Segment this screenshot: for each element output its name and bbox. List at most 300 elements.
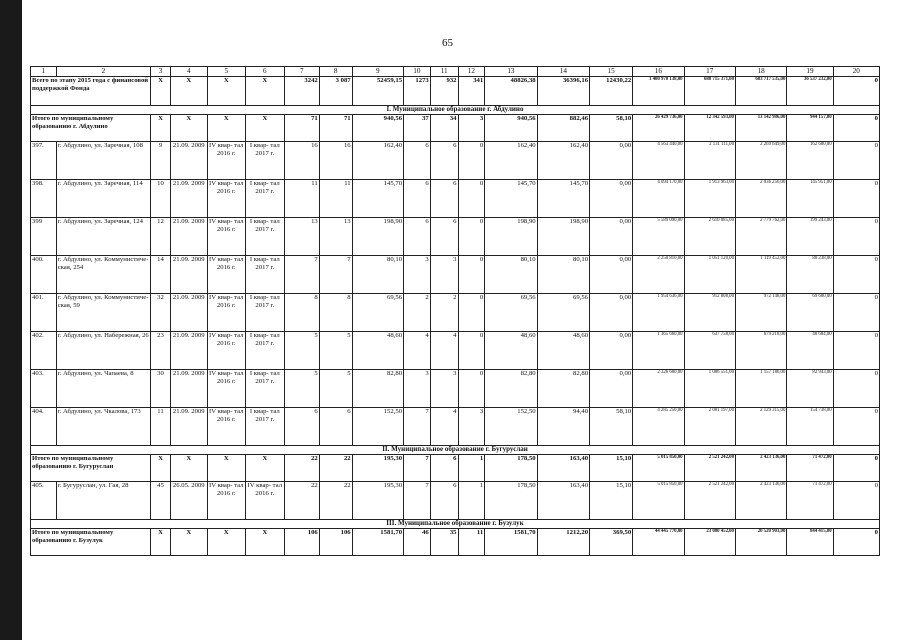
row-number: 403. bbox=[31, 370, 57, 408]
total-cell-c5: X bbox=[207, 529, 245, 556]
column-number: 4 bbox=[170, 67, 207, 77]
house-cell-c8: 8 bbox=[319, 294, 352, 332]
total-cell-c10: 1273 bbox=[404, 77, 431, 106]
house-cell-c13: 82,80 bbox=[485, 370, 537, 408]
house-row bbox=[31, 482, 880, 520]
total-cell-c6: X bbox=[245, 529, 284, 556]
total-cell-c19: 36 537 232,00 bbox=[787, 77, 833, 106]
total-cell-c12: 11 bbox=[458, 529, 485, 556]
total-cell-c4: X bbox=[170, 115, 207, 142]
house-cell-c17: 2 521 242,00 bbox=[684, 482, 735, 520]
total-cell-c3: X bbox=[151, 115, 171, 142]
house-cell-c18: 2 269 649,00 bbox=[735, 142, 786, 180]
house-cell-c17: 637 758,00 bbox=[684, 332, 735, 370]
total-cell-c11: 6 bbox=[430, 455, 458, 482]
house-cell-c20: 0 bbox=[833, 180, 879, 218]
total-cell-c15: 12430,22 bbox=[590, 77, 633, 106]
row-number: 399 bbox=[31, 218, 57, 256]
total-label: Итого по муниципальному образованию г. Абдулино bbox=[31, 115, 151, 142]
house-cell-c16: 1 365 660,00 bbox=[633, 332, 684, 370]
total-cell-c3: X bbox=[151, 77, 171, 106]
total-cell-c11: 35 bbox=[430, 529, 458, 556]
house-cell-c18: 2 129 315,00 bbox=[735, 408, 786, 446]
total-cell-c17: 680 715 371,00 bbox=[684, 77, 735, 106]
total-cell-c9: 1581,70 bbox=[352, 529, 403, 556]
house-cell-c12: 3 bbox=[458, 408, 485, 446]
house-cell-c6: I квар- тал 2017 г. bbox=[245, 218, 284, 256]
section-heading-row bbox=[31, 520, 880, 529]
house-address: г. Бугуруслан, ул. Гая, 28 bbox=[56, 482, 151, 520]
house-cell-c12: 0 bbox=[458, 370, 485, 408]
total-cell-c7: 3242 bbox=[284, 77, 319, 106]
column-number-row bbox=[31, 67, 880, 77]
total-cell-c8: 3 087 bbox=[319, 77, 352, 106]
house-cell-c13: 178,50 bbox=[485, 482, 537, 520]
house-cell-c16: 4 285 250,00 bbox=[633, 408, 684, 446]
house-cell-c4: 21.09. 2009 bbox=[170, 370, 207, 408]
house-cell-c17: 1 913 963,00 bbox=[684, 180, 735, 218]
total-cell-c11: 932 bbox=[430, 77, 458, 106]
house-row bbox=[31, 408, 880, 446]
house-cell-c3: 45 bbox=[151, 482, 171, 520]
column-number: 2 bbox=[56, 67, 151, 77]
total-cell-c5: X bbox=[207, 77, 245, 106]
house-cell-c4: 21.09. 2009 bbox=[170, 256, 207, 294]
total-row bbox=[31, 529, 880, 556]
house-cell-c4: 21.09. 2009 bbox=[170, 142, 207, 180]
total-cell-c17: 2 521 242,00 bbox=[684, 455, 735, 482]
house-cell-c6: I квар- тал 2017 г. bbox=[245, 370, 284, 408]
total-cell-c5: X bbox=[207, 455, 245, 482]
house-cell-c11: 4 bbox=[430, 332, 458, 370]
house-cell-c3: 14 bbox=[151, 256, 171, 294]
total-cell-c10: 37 bbox=[404, 115, 431, 142]
house-cell-c5: IV квар- тал 2016 г. bbox=[207, 180, 245, 218]
house-cell-c19: 145 951,00 bbox=[787, 180, 833, 218]
house-cell-c3: 12 bbox=[151, 218, 171, 256]
house-cell-c15: 0,00 bbox=[590, 218, 633, 256]
house-cell-c17: 1 086 551,00 bbox=[684, 370, 735, 408]
total-cell-c14: 882,46 bbox=[537, 115, 589, 142]
house-cell-c8: 5 bbox=[319, 370, 352, 408]
house-address: г. Абдулино, ул. Заречная, 124 bbox=[56, 218, 151, 256]
house-cell-c4: 26.05. 2009 bbox=[170, 482, 207, 520]
column-number: 9 bbox=[352, 67, 403, 77]
total-cell-c6: X bbox=[245, 77, 284, 106]
house-cell-c14: 82,80 bbox=[537, 370, 589, 408]
total-cell-c15: 369,50 bbox=[590, 529, 633, 556]
house-cell-c12: 0 bbox=[458, 256, 485, 294]
house-cell-c10: 3 bbox=[404, 370, 431, 408]
house-cell-c3: 9 bbox=[151, 142, 171, 180]
total-cell-c17: 23 080 452,00 bbox=[684, 529, 735, 556]
house-cell-c18: 2 036 256,00 bbox=[735, 180, 786, 218]
total-cell-c14: 36396,16 bbox=[537, 77, 589, 106]
total-cell-c14: 163,40 bbox=[537, 455, 589, 482]
column-number: 6 bbox=[245, 67, 284, 77]
house-row bbox=[31, 142, 880, 180]
house-cell-c5: IV квар- тал 2016 г. bbox=[207, 218, 245, 256]
house-cell-c4: 21.09. 2009 bbox=[170, 332, 207, 370]
total-cell-c9: 52459,15 bbox=[352, 77, 403, 106]
house-cell-c4: 21.09. 2009 bbox=[170, 294, 207, 332]
total-cell-c16: 26 429 736,00 bbox=[633, 115, 684, 142]
house-cell-c15: 0,00 bbox=[590, 294, 633, 332]
house-cell-c15: 0,00 bbox=[590, 142, 633, 180]
house-cell-c17: 1 051 120,00 bbox=[684, 256, 735, 294]
house-cell-c9: 162,40 bbox=[352, 142, 403, 180]
house-row bbox=[31, 256, 880, 294]
house-cell-c16: 5 015 850,00 bbox=[633, 482, 684, 520]
house-cell-c14: 162,40 bbox=[537, 142, 589, 180]
house-cell-c5: IV квар- тал 2016 г. bbox=[207, 482, 245, 520]
house-cell-c15: 58,10 bbox=[590, 408, 633, 446]
house-address: г. Абдулино, ул. Чапаева, 8 bbox=[56, 370, 151, 408]
house-cell-c13: 145,70 bbox=[485, 180, 537, 218]
house-cell-c15: 0,00 bbox=[590, 256, 633, 294]
house-row bbox=[31, 218, 880, 256]
total-cell-c18: 20 520 903,00 bbox=[735, 529, 786, 556]
house-cell-c9: 198,90 bbox=[352, 218, 403, 256]
house-cell-c14: 94,40 bbox=[537, 408, 589, 446]
house-cell-c13: 80,10 bbox=[485, 256, 537, 294]
total-cell-c20: 0 bbox=[833, 455, 879, 482]
total-cell-c8: 71 bbox=[319, 115, 352, 142]
total-row bbox=[31, 77, 880, 106]
house-cell-c17: 912 808,00 bbox=[684, 294, 735, 332]
house-cell-c12: 1 bbox=[458, 482, 485, 520]
house-cell-c20: 0 bbox=[833, 142, 879, 180]
total-label: Итого по муниципальному образованию г. Бузулук bbox=[31, 529, 151, 556]
house-cell-c10: 6 bbox=[404, 142, 431, 180]
row-number: 405. bbox=[31, 482, 57, 520]
house-cell-c14: 69,56 bbox=[537, 294, 589, 332]
house-cell-c18: 1 157 186,00 bbox=[735, 370, 786, 408]
total-cell-c6: X bbox=[245, 455, 284, 482]
house-cell-c9: 152,50 bbox=[352, 408, 403, 446]
total-label: Всего по этапу 2015 года с финансовой поддержкой Фонда bbox=[31, 77, 151, 106]
total-label: Итого по муниципальному образованию г. Бугуруслан bbox=[31, 455, 151, 482]
total-cell-c15: 15,10 bbox=[590, 455, 633, 482]
house-cell-c8: 7 bbox=[319, 256, 352, 294]
column-number: 13 bbox=[485, 67, 537, 77]
total-cell-c19: 844 415,00 bbox=[787, 529, 833, 556]
house-cell-c7: 13 bbox=[284, 218, 319, 256]
house-cell-c7: 5 bbox=[284, 332, 319, 370]
house-cell-c20: 0 bbox=[833, 256, 879, 294]
column-number: 19 bbox=[787, 67, 833, 77]
register-table bbox=[30, 66, 880, 556]
row-number: 398. bbox=[31, 180, 57, 218]
house-cell-c11: 6 bbox=[430, 218, 458, 256]
total-cell-c12: 341 bbox=[458, 77, 485, 106]
total-cell-c16: 44 445 770,00 bbox=[633, 529, 684, 556]
house-cell-c19: 69 680,00 bbox=[787, 294, 833, 332]
house-cell-c12: 0 bbox=[458, 218, 485, 256]
house-cell-c8: 5 bbox=[319, 332, 352, 370]
house-cell-c13: 198,90 bbox=[485, 218, 537, 256]
house-cell-c9: 48,60 bbox=[352, 332, 403, 370]
house-row bbox=[31, 294, 880, 332]
house-cell-c10: 2 bbox=[404, 294, 431, 332]
column-number: 15 bbox=[590, 67, 633, 77]
total-cell-c3: X bbox=[151, 529, 171, 556]
house-cell-c7: 8 bbox=[284, 294, 319, 332]
total-cell-c20: 0 bbox=[833, 115, 879, 142]
scan-edge-shadow bbox=[0, 0, 22, 640]
house-cell-c18: 1 119 452,00 bbox=[735, 256, 786, 294]
house-cell-c16: 1 954 636,00 bbox=[633, 294, 684, 332]
house-address: г. Абдулино, ул. Коммунистиче- ская, 254 bbox=[56, 256, 151, 294]
house-cell-c6: I квар- тал 2017 г. bbox=[245, 408, 284, 446]
total-cell-c16: 5 015 850,00 bbox=[633, 455, 684, 482]
house-cell-c15: 15,10 bbox=[590, 482, 633, 520]
house-cell-c9: 195,30 bbox=[352, 482, 403, 520]
column-number: 11 bbox=[430, 67, 458, 77]
house-cell-c18: 2 423 136,00 bbox=[735, 482, 786, 520]
column-number: 16 bbox=[633, 67, 684, 77]
house-cell-c8: 11 bbox=[319, 180, 352, 218]
section-title: I. Муниципальное образование г. Абдулино bbox=[31, 106, 880, 115]
house-cell-c20: 0 bbox=[833, 482, 879, 520]
house-row bbox=[31, 370, 880, 408]
total-cell-c12: 1 bbox=[458, 455, 485, 482]
house-cell-c19: 80 238,00 bbox=[787, 256, 833, 294]
house-cell-c5: IV квар- тал 2016 г. bbox=[207, 408, 245, 446]
house-cell-c8: 13 bbox=[319, 218, 352, 256]
house-cell-c3: 10 bbox=[151, 180, 171, 218]
column-number: 7 bbox=[284, 67, 319, 77]
total-row bbox=[31, 115, 880, 142]
house-cell-c3: 32 bbox=[151, 294, 171, 332]
house-cell-c4: 21.09. 2009 bbox=[170, 180, 207, 218]
column-number: 5 bbox=[207, 67, 245, 77]
house-address: г. Абдулино, ул. Заречная, 108 bbox=[56, 142, 151, 180]
total-row bbox=[31, 455, 880, 482]
house-cell-c11: 3 bbox=[430, 256, 458, 294]
house-cell-c18: 2 779 762,00 bbox=[735, 218, 786, 256]
house-cell-c11: 6 bbox=[430, 142, 458, 180]
total-cell-c8: 22 bbox=[319, 455, 352, 482]
total-cell-c19: 71 472,00 bbox=[787, 455, 833, 482]
house-cell-c7: 5 bbox=[284, 370, 319, 408]
column-number: 3 bbox=[151, 67, 171, 77]
total-cell-c10: 7 bbox=[404, 455, 431, 482]
house-cell-c7: 7 bbox=[284, 256, 319, 294]
house-cell-c13: 48,60 bbox=[485, 332, 537, 370]
column-number: 18 bbox=[735, 67, 786, 77]
house-cell-c14: 163,40 bbox=[537, 482, 589, 520]
house-cell-c11: 2 bbox=[430, 294, 458, 332]
house-cell-c9: 82,80 bbox=[352, 370, 403, 408]
house-cell-c9: 145,70 bbox=[352, 180, 403, 218]
total-cell-c9: 940,56 bbox=[352, 115, 403, 142]
total-cell-c6: X bbox=[245, 115, 284, 142]
house-cell-c10: 4 bbox=[404, 332, 431, 370]
house-cell-c18: 972 148,00 bbox=[735, 294, 786, 332]
house-cell-c19: 71 472,00 bbox=[787, 482, 833, 520]
house-cell-c9: 69,56 bbox=[352, 294, 403, 332]
total-cell-c4: X bbox=[170, 77, 207, 106]
row-number: 397. bbox=[31, 142, 57, 180]
house-cell-c6: I квар- тал 2017 г. bbox=[245, 294, 284, 332]
house-cell-c20: 0 bbox=[833, 370, 879, 408]
house-cell-c6: I квар- тал 2017 г. bbox=[245, 256, 284, 294]
house-cell-c17: 2 001 197,00 bbox=[684, 408, 735, 446]
row-number: 404. bbox=[31, 408, 57, 446]
total-cell-c16: 1 400 970 138,00 bbox=[633, 77, 684, 106]
total-cell-c10: 46 bbox=[404, 529, 431, 556]
total-cell-c7: 71 bbox=[284, 115, 319, 142]
house-cell-c14: 145,70 bbox=[537, 180, 589, 218]
house-cell-c14: 80,10 bbox=[537, 256, 589, 294]
house-cell-c10: 7 bbox=[404, 482, 431, 520]
register-body bbox=[31, 67, 880, 556]
total-cell-c13: 178,50 bbox=[485, 455, 537, 482]
row-number: 400. bbox=[31, 256, 57, 294]
house-cell-c15: 0,00 bbox=[590, 180, 633, 218]
house-cell-c7: 11 bbox=[284, 180, 319, 218]
house-cell-c20: 0 bbox=[833, 218, 879, 256]
house-cell-c13: 152,50 bbox=[485, 408, 537, 446]
house-cell-c16: 2 250 810,00 bbox=[633, 256, 684, 294]
row-number: 402. bbox=[31, 332, 57, 370]
house-cell-c19: 48 684,00 bbox=[787, 332, 833, 370]
house-cell-c18: 679 218,00 bbox=[735, 332, 786, 370]
house-cell-c13: 162,40 bbox=[485, 142, 537, 180]
house-address: г. Абдулино, ул. Заречная, 114 bbox=[56, 180, 151, 218]
house-cell-c16: 4 563 440,00 bbox=[633, 142, 684, 180]
house-address: г. Абдулино, ул. Коммунистиче- ская, 59 bbox=[56, 294, 151, 332]
house-cell-c9: 80,10 bbox=[352, 256, 403, 294]
column-number: 14 bbox=[537, 67, 589, 77]
house-cell-c10: 6 bbox=[404, 218, 431, 256]
house-cell-c15: 0,00 bbox=[590, 332, 633, 370]
total-cell-c18: 13 142 986,00 bbox=[735, 115, 786, 142]
total-cell-c7: 106 bbox=[284, 529, 319, 556]
house-cell-c10: 6 bbox=[404, 180, 431, 218]
house-cell-c7: 16 bbox=[284, 142, 319, 180]
total-cell-c11: 34 bbox=[430, 115, 458, 142]
total-cell-c4: X bbox=[170, 529, 207, 556]
house-cell-c11: 6 bbox=[430, 180, 458, 218]
total-cell-c17: 12 342 593,00 bbox=[684, 115, 735, 142]
total-cell-c18: 683 717 535,00 bbox=[735, 77, 786, 106]
house-cell-c11: 3 bbox=[430, 370, 458, 408]
house-cell-c5: IV квар- тал 2016 г. bbox=[207, 142, 245, 180]
total-cell-c4: X bbox=[170, 455, 207, 482]
house-cell-c12: 0 bbox=[458, 332, 485, 370]
total-cell-c7: 22 bbox=[284, 455, 319, 482]
house-cell-c19: 162 680,00 bbox=[787, 142, 833, 180]
house-cell-c8: 6 bbox=[319, 408, 352, 446]
house-cell-c5: IV квар- тал 2016 г. bbox=[207, 294, 245, 332]
house-cell-c5: IV квар- тал 2016 г. bbox=[207, 370, 245, 408]
total-cell-c3: X bbox=[151, 455, 171, 482]
house-cell-c3: 30 bbox=[151, 370, 171, 408]
house-cell-c7: 6 bbox=[284, 408, 319, 446]
house-cell-c20: 0 bbox=[833, 294, 879, 332]
house-cell-c19: 82 943,00 bbox=[787, 370, 833, 408]
house-cell-c14: 198,90 bbox=[537, 218, 589, 256]
house-cell-c7: 22 bbox=[284, 482, 319, 520]
total-cell-c13: 940,56 bbox=[485, 115, 537, 142]
total-cell-c12: 3 bbox=[458, 115, 485, 142]
house-cell-c17: 2 131 111,00 bbox=[684, 142, 735, 180]
section-title: III. Муниципальное образование г. Бузулук bbox=[31, 520, 880, 529]
house-cell-c19: 199 243,00 bbox=[787, 218, 833, 256]
total-cell-c20: 0 bbox=[833, 77, 879, 106]
house-cell-c14: 48,60 bbox=[537, 332, 589, 370]
house-cell-c11: 6 bbox=[430, 482, 458, 520]
house-cell-c3: 11 bbox=[151, 408, 171, 446]
house-cell-c16: 4 094 170,00 bbox=[633, 180, 684, 218]
house-cell-c19: 154 738,00 bbox=[787, 408, 833, 446]
house-cell-c17: 2 610 085,00 bbox=[684, 218, 735, 256]
house-cell-c6: I квар- тал 2017 г. bbox=[245, 332, 284, 370]
section-heading-row bbox=[31, 106, 880, 115]
section-heading-row bbox=[31, 446, 880, 455]
house-cell-c8: 22 bbox=[319, 482, 352, 520]
total-cell-c9: 195,30 bbox=[352, 455, 403, 482]
house-cell-c5: IV квар- тал 2016 г. bbox=[207, 332, 245, 370]
row-number: 401. bbox=[31, 294, 57, 332]
house-row bbox=[31, 332, 880, 370]
total-cell-c15: 58,10 bbox=[590, 115, 633, 142]
house-address: г. Абдулино, ул. Чкалова, 173 bbox=[56, 408, 151, 446]
house-cell-c15: 0,00 bbox=[590, 370, 633, 408]
total-cell-c14: 1212,20 bbox=[537, 529, 589, 556]
column-number: 1 bbox=[31, 67, 57, 77]
house-cell-c20: 0 bbox=[833, 332, 879, 370]
page-number: 65 bbox=[442, 37, 453, 49]
column-number: 8 bbox=[319, 67, 352, 77]
house-cell-c12: 0 bbox=[458, 142, 485, 180]
column-number: 12 bbox=[458, 67, 485, 77]
house-cell-c6: I квар- тал 2017 г. bbox=[245, 142, 284, 180]
house-cell-c12: 0 bbox=[458, 294, 485, 332]
total-cell-c20: 0 bbox=[833, 529, 879, 556]
column-number: 10 bbox=[404, 67, 431, 77]
house-cell-c11: 4 bbox=[430, 408, 458, 446]
house-cell-c4: 21.09. 2009 bbox=[170, 218, 207, 256]
house-cell-c12: 0 bbox=[458, 180, 485, 218]
house-cell-c4: 21.09. 2009 bbox=[170, 408, 207, 446]
total-cell-c13: 1581,70 bbox=[485, 529, 537, 556]
total-cell-c13: 48826,38 bbox=[485, 77, 537, 106]
house-cell-c6: I квар- тал 2017 г. bbox=[245, 180, 284, 218]
house-cell-c6: IV квар- тал 2016 г. bbox=[245, 482, 284, 520]
house-cell-c10: 3 bbox=[404, 256, 431, 294]
column-number: 20 bbox=[833, 67, 879, 77]
total-cell-c18: 2 423 136,00 bbox=[735, 455, 786, 482]
house-cell-c16: 2 326 680,00 bbox=[633, 370, 684, 408]
total-cell-c8: 106 bbox=[319, 529, 352, 556]
house-cell-c5: IV квар- тал 2016 г. bbox=[207, 256, 245, 294]
total-cell-c19: 944 157,00 bbox=[787, 115, 833, 142]
house-cell-c3: 23 bbox=[151, 332, 171, 370]
house-cell-c13: 69,56 bbox=[485, 294, 537, 332]
house-cell-c10: 7 bbox=[404, 408, 431, 446]
house-row bbox=[31, 180, 880, 218]
total-cell-c5: X bbox=[207, 115, 245, 142]
house-cell-c20: 0 bbox=[833, 408, 879, 446]
section-title: II. Муниципальное образование г. Бугуруслан bbox=[31, 446, 880, 455]
house-address: г. Абдулино, ул. Набережная, 26 bbox=[56, 332, 151, 370]
column-number: 17 bbox=[684, 67, 735, 77]
house-cell-c16: 5 589 090,00 bbox=[633, 218, 684, 256]
house-cell-c8: 16 bbox=[319, 142, 352, 180]
